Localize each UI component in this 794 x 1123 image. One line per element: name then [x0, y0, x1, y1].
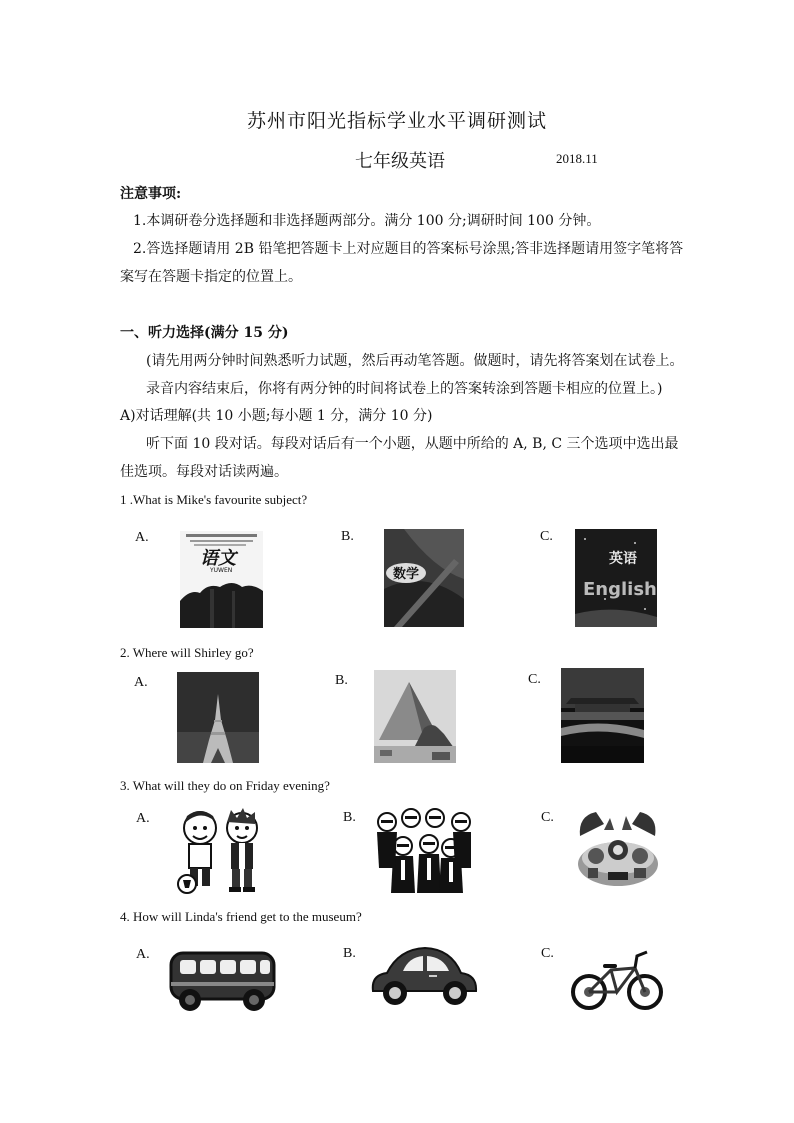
- page-subtitle: 七年级英语: [355, 151, 445, 172]
- q3-option-b-label: B.: [343, 810, 356, 825]
- q4-option-c-label: C.: [541, 946, 554, 961]
- soccer-kids-icon: [175, 806, 270, 895]
- exam-date: 2018.11: [556, 151, 598, 166]
- notes-heading: 注意事项:: [120, 186, 182, 202]
- notes-item-1: 1.本调研卷分选择题和非选择题两部分。满分 100 分;调研时间 100 分钟。: [133, 213, 601, 229]
- q2-option-b-label: B.: [335, 673, 348, 688]
- q4-option-a-label: A.: [136, 947, 150, 962]
- q2-option-a-label: A.: [134, 675, 148, 690]
- bicycle-icon: [571, 948, 663, 1011]
- q1-option-a-label: A.: [135, 530, 149, 545]
- forbidden-city-icon: [561, 668, 644, 763]
- page-title: 苏州市阳光指标学业水平调研测试: [246, 110, 547, 132]
- yuwen-book-pinyin: YUWEN: [210, 567, 233, 574]
- part-a-heading: A)对话理解(共 10 小题;每小题 1 分，满分 10 分): [120, 408, 433, 424]
- question-4-text: 4. How will Linda's friend get to the museum?: [120, 909, 362, 924]
- part-a-instructions-line1: 听下面 10 段对话。每段对话后有一个小题，从题中所给的 A, B, C 三个选项中选出最: [146, 436, 679, 452]
- question-1-text: 1 .What is Mike's favourite subject?: [120, 492, 308, 507]
- notes-item-2-line1: 2.答选择题请用 2B 铅笔把答题卡上对应题目的答案标号涂黑;答非选择题请用签字笔将答: [133, 241, 684, 257]
- q3-option-a-label: A.: [136, 811, 150, 826]
- book-english-icon: [575, 529, 657, 627]
- bus-icon: [168, 950, 277, 1014]
- q4-option-b-label: B.: [343, 946, 356, 961]
- question-2-text: 2. Where will Shirley go?: [120, 645, 254, 660]
- book-yuwen-icon: [180, 531, 263, 628]
- section-instructions-line2: 录音内容结束后，你将有两分钟的时间将试卷上的答案转涂到答题卡相应的位置上。): [146, 381, 663, 397]
- english-book-title-cn: 英语: [609, 551, 637, 567]
- yuwen-book-title: 语文: [200, 548, 236, 569]
- q2-option-c-label: C.: [528, 672, 541, 687]
- dancers-icon: [373, 808, 476, 893]
- book-math-icon: [384, 529, 464, 627]
- question-3-text: 3. What will they do on Friday evening?: [120, 778, 330, 793]
- section-heading: 一、听力选择(满分 15 分): [120, 325, 289, 341]
- q1-option-c-label: C.: [540, 529, 553, 544]
- car-icon: [369, 945, 480, 1007]
- party-cake-icon: [574, 806, 661, 890]
- notes-item-2-line2: 案写在答题卡指定的位置上。: [120, 269, 302, 285]
- math-book-title: 数学: [393, 567, 420, 582]
- english-book-title-en: English: [583, 579, 657, 600]
- pyramid-sphinx-icon: [374, 670, 456, 763]
- part-a-instructions-line2: 佳选项。每段对话读两遍。: [120, 464, 288, 480]
- q3-option-c-label: C.: [541, 810, 554, 825]
- q1-option-b-label: B.: [341, 529, 354, 544]
- eiffel-tower-icon: [177, 672, 259, 763]
- section-instructions-line1: (请先用两分钟时间熟悉听力试题，然后再动笔答题。做题时，请先将答案划在试卷上。: [146, 353, 684, 369]
